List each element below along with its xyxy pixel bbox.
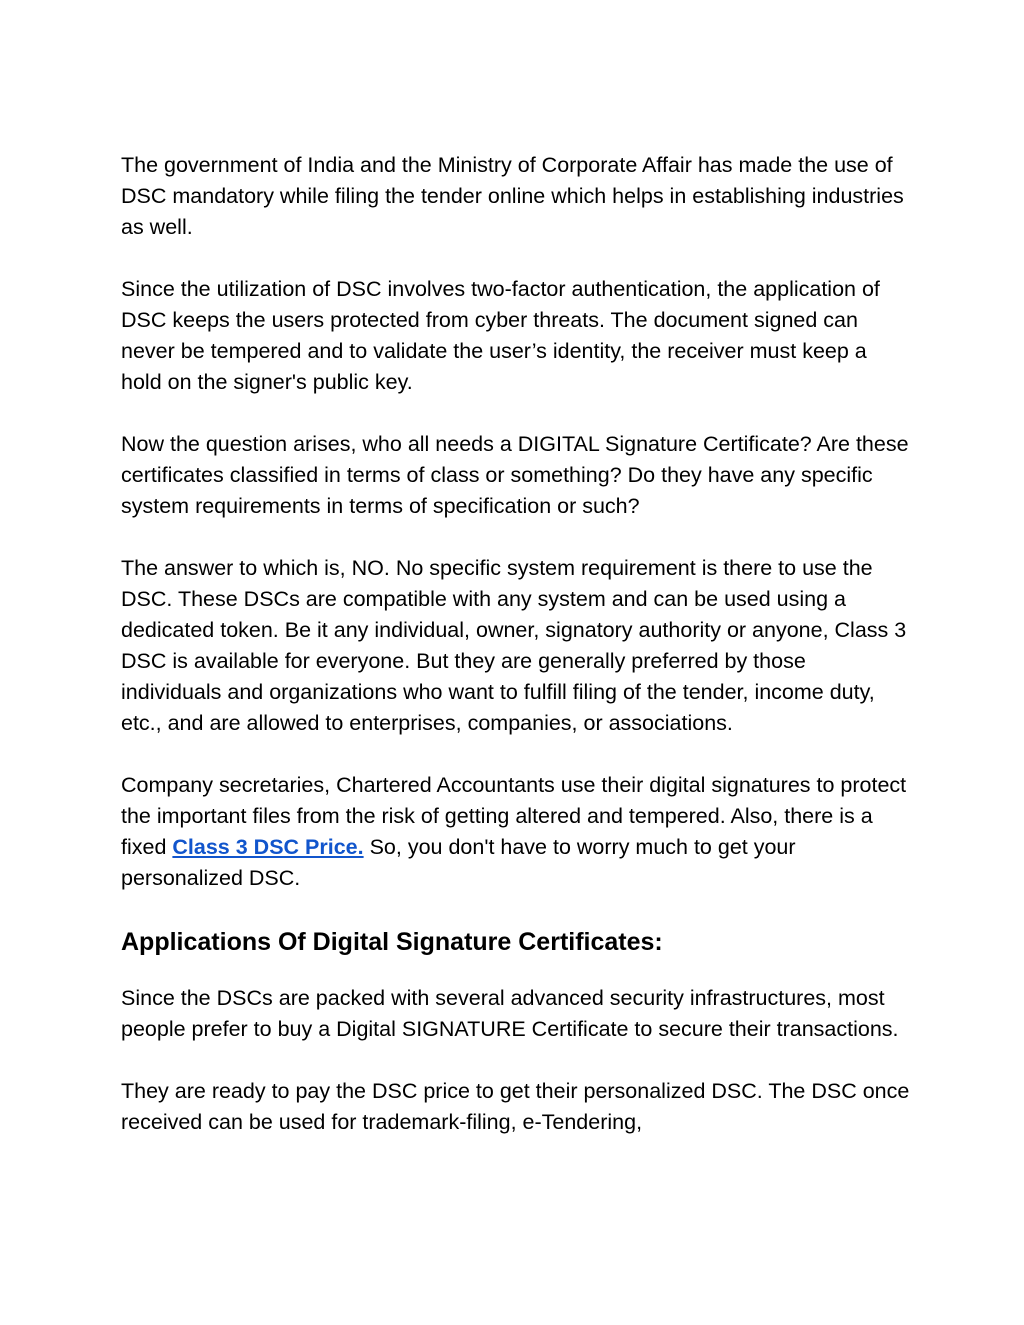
- document-body: [121, 150, 911, 1169]
- section-heading: Applications Of Digital Signature Certificates:: [121, 928, 663, 956]
- paragraph-answer: The answer to which is, NO. No specific system requirement is there to use the DSC. These DSCs are compatible with any system and can be used using a dedicated token. Be it any individual, owner, signatory authority or anyone, Class 3 DSC is available for everyone. But they are generally preferred by those individuals and organizations who want to fulfill filing of the tender, income duty, etc., and are allowed to enterprises, companies, or associations.: [121, 556, 907, 735]
- paragraph-security-infrastructures: Since the DSCs are packed with several advanced security infrastructures, most people prefer to buy a Digital SIGNATURE Certificate to secure their transactions.: [121, 986, 899, 1041]
- paragraph-dsc-price: They are ready to pay the DSC price to get their personalized DSC. The DSC once received can be used for trademark-filing, e-Tendering,: [121, 1079, 910, 1134]
- paragraph-text-after-link: So, you don't have to worry much to get your personalized DSC.: [121, 835, 796, 890]
- paragraph-text-before-link: Company secretaries, Chartered Accountants use their digital signatures to protect the important files from the risk of getting altered and tempered. Also, there is a fixed: [121, 773, 907, 859]
- paragraph-question: Now the question arises, who all needs a DIGITAL Signature Certificate? Are these certificates classified in terms of class or something? Do they have any specific system requirements in terms of specification or such?: [121, 432, 909, 518]
- class-3-dsc-price-link[interactable]: Class 3 DSC Price.: [172, 835, 364, 859]
- paragraph-company-secretaries: [121, 770, 911, 894]
- paragraph-two-factor: Since the utilization of DSC involves two-factor authentication, the application of DSC keeps the users protected from cyber threats. The document signed can never be tempered and to validate the user’s identity, the receiver must keep a hold on the signer's public key.: [121, 277, 880, 394]
- paragraph-dsc-mandatory: The government of India and the Ministry of Corporate Affair has made the use of DSC mandatory while filing the tender online which helps in establishing industries as well.: [121, 153, 904, 239]
